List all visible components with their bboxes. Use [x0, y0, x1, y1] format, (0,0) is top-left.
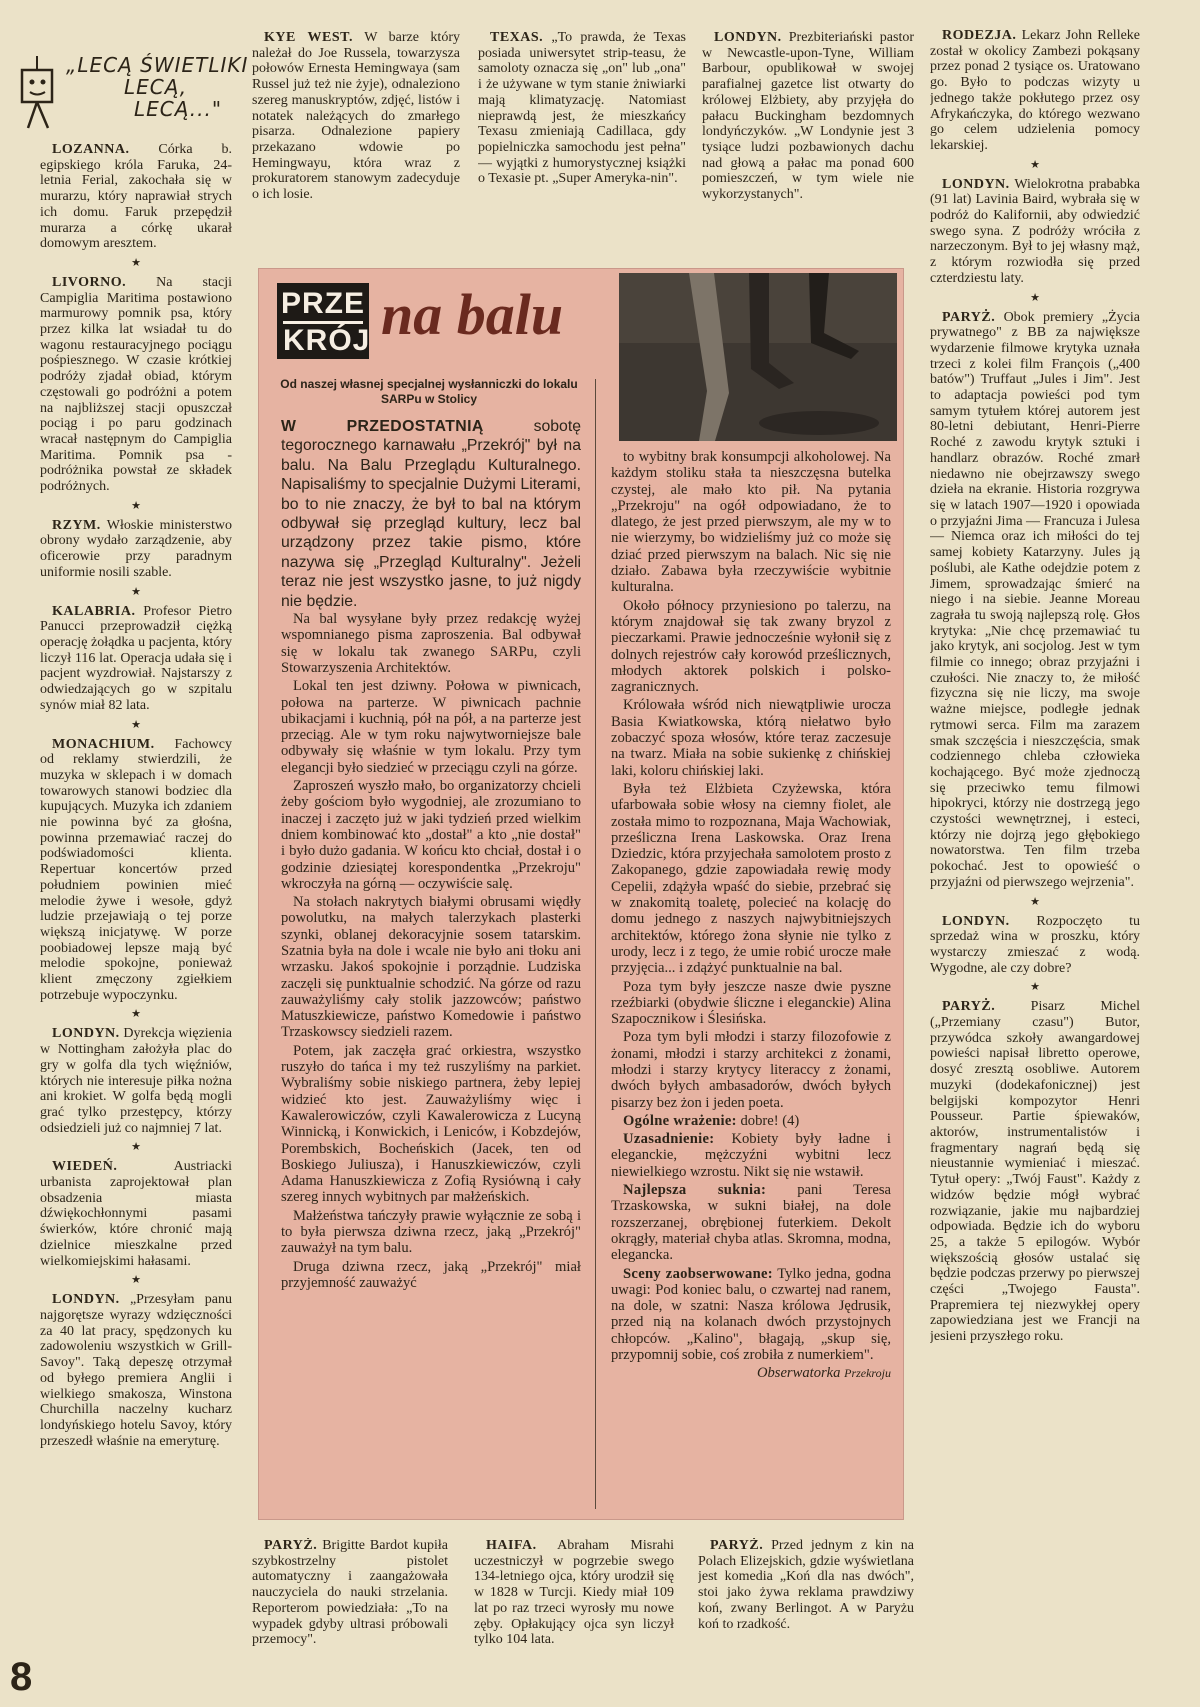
news-item — [930, 914, 1140, 994]
news-item-haifa — [474, 1538, 674, 1678]
news-item — [252, 1538, 448, 1648]
separator-star-icon: ★ — [131, 1008, 141, 1021]
feature-title: na balu — [381, 282, 564, 347]
logo-line-1: „LECĄ ŚWIETLIKI — [66, 53, 249, 77]
news-item-body: Włoskie ministerstwo obrony wydało zarządzenie, aby oficerowie przy paradnym uniformie nosili szable. — [40, 517, 232, 580]
news-item-text — [930, 914, 1140, 977]
feature-column-right — [611, 449, 891, 1517]
news-item-text — [40, 604, 232, 714]
news-item — [40, 518, 232, 598]
news-item-place: TEXAS. — [490, 30, 544, 45]
news-item — [40, 275, 232, 512]
separator-star-icon: ★ — [131, 1274, 141, 1287]
news-item-text — [702, 30, 914, 203]
feature-intro — [281, 417, 581, 611]
news-item-body: Wielokrotna prababka (91 lat) Lavinia Baird, wybrała się w podróż do Kalifornii, aby odwiedzić swego syna. Z podróży wróciła z narzeczonym. Był to jej własny mąż, z którym rozwiodła się przed czterdziestu laty. — [930, 176, 1140, 286]
news-item-text — [40, 275, 232, 495]
badge-bottom: KRÓJ — [283, 321, 363, 358]
separator-star-icon: ★ — [131, 499, 141, 512]
intro-text: sobotę tegorocznego karnawału „Przekrój" był na balu. Na Balu Przeglądu Kulturalnego. Napisaliśmy to specjalnie Dużymi Literami, bo to nie znaczy, że był to bal na którym odbywał się przegląd kultury, lecz bal urządzony przez takie pismo, które nazywa się „Przegląd Kulturalny". Jeżeli teraz nie jest wszystko jasne, to już nigdy nie będzie. — [281, 418, 581, 610]
news-item-body: Obok premiery „Życia prywatnego" z BB za największe wydarzenie filmowe krytyka uznała trzeci z kolei film François („400 batów") Truffaut „Jules i Jim". Jest to adaptacja powieści pod tym samym tytułem której autorem jest 80-letni debiutant, Henri-Pierre Roché z zawodu krytyk sztuki i handlarz obrazów. Roché zmarł niedawno nie obejrzawszy swego dzieła na ekranie. Historia rozgrywa się w latach 1907—1920 i opowiada o przyjaźni Jima — Francuza i Julesa — Niemca oraz ich miłości do tej samej kobiety Katarzyny. Jules ją poślubi, ale Kathe odejdzie potem z Jimem, sprowadzając śmierć na niego i na siebie. Jeanne Moreau zagrała tu swoją najlepszą rolę. Głos krytyka: „Nie chcę przemawiać tu jako krytyk, ani socjolog. Jest w tym filmie co innego; obraz przyjaźni i czułości. Nie znaczy to, że miłość fizyczna się nie liczy, ma swoje ważne miejsce, podległe jednak rytmowi serca. Film ma zarazem smak szczęścia i nieszczęścia, smak codziennego chleba człowieka kochającego. Być może zjednoczą się przeciwko temu filmowi hipokryci, którzy nie dostrzegą jego czystości wewnętrznej, i esteci, którzy nie dojrzą jego głębokiego nowatorstwa. Ten film trzeba pokochać. Jest to opowieść o przyjaźni od pierwszego wejrzenia". — [930, 309, 1140, 890]
news-item-place: LONDYN. — [942, 913, 1010, 929]
news-item-body: Córka b. egipskiego króla Faruka, 24-letnia Ferial, zakochała się w murarzu, który naprawiał strych ich domu. Faruk przepędził murarza a córkę ukarał domowym aresztem. — [40, 142, 232, 252]
news-item-paryz-bardot — [252, 1538, 448, 1678]
news-item-body: Dyrekcja więzienia w Nottingham założyła plac do gry w golfa dla tych więźniów, których nie interesuje piłka nożna ani krokiet. W golfa będą mogli grać tylko przestępcy, którzy odsiedzieli już co najmniej 7 lat. — [40, 1026, 232, 1136]
separator-star-icon: ★ — [131, 585, 141, 598]
news-item-place: PARYŻ. — [942, 309, 996, 325]
news-item — [40, 1026, 232, 1153]
news-item-body: W barze który należał do Joe Russela, towarzysza połowów Ernesta Hemingwaya (sam Russel już też nie żyje), odnaleziono szereg manuskryptów, zdjęć, listów i notatek należących do zmarłego pisarza. Odnalezione papiery przekazano wdowie po Hemingwayu, która wraz z prokuratorem stanowym zadecyduje o ich losie. — [252, 30, 460, 203]
feature-paragraph: Poza tym byli młodzi i starzy filozofowie z żonami, młodzi i starzy architekci z żonami, młodzi i starzy krytycy literaccy z żonami, dwóch byłych ambasadorów, dwóch byłych pisarzy bez żon i jeden poeta. — [611, 1029, 891, 1111]
dancers-legs-photo — [619, 273, 897, 441]
news-item-kye-west — [252, 30, 460, 252]
news-item-body: Brigitte Bardot kupiła szybkostrzelny pistolet automatyczny i zaangażowała nauczyciela do nauki strzelania. Reporterom powiedziała: „To na wypadek gdyby ultrasi próbowali przemocy". — [252, 1538, 448, 1648]
news-item — [698, 1538, 914, 1632]
news-item-place: LIVORNO. — [52, 274, 127, 290]
scenes: Sceny zaobserwowane: Tylko jedna, godna uwagi: Pod koniec balu, o czwartej nad ranem, na dole, w szatni: Nasza królowa Jędrusik, przed nią na kolanach dwóch przystojnych chłopców. „Kalino", błagają, „skup się, przypomnij sobie, coś zrobiła z numerkiem". — [611, 1265, 891, 1364]
news-item-body: Na stacji Campiglia Maritima postawiono marmurowy pomnik psa, który przez kilka lat wsiadał tu do wagonu restauracyjnego pociągu pośpiesznego. W czasie krótkiej podróży zjadał obiad, którym częstowali go podróżni a potem na najbliższej stacji opuszczał pociąg i po paru godzinach wracał następnym do Campiglia Maritima. Pomnik psa - podróżnika powstał ze składek podróżnych. — [40, 274, 232, 495]
news-item — [930, 310, 1140, 908]
news-item-body: Lekarz John Relleke został w okolicy Zambezi pokąsany przez ponad 2 tysiące os. Uratowano go. Było to podczas wizyty u jednego także pokłutego przez osy Afrykańczyka, do którego wezwano go celem udzielenia pomocy lekarskiej. — [930, 28, 1140, 153]
news-item-place: KALABRIA. — [52, 603, 136, 619]
news-item-place: LOZANNA. — [52, 142, 130, 157]
feature-paragraph: Królowała wśród nich niewątpliwie urocza Basia Kwiatkowska, którą niełatwo było zobaczyć spoza włosów, które teraz zaczesuje na twarz. Miała na sobie sukienkę z chińskiej laki, koloru chińskiej laki. — [611, 697, 891, 779]
separator-star-icon: ★ — [1030, 981, 1040, 994]
news-item — [930, 28, 1140, 171]
feature-paragraph: to wybitny brak konsumpcji alkoholowej. Na każdym stoliku stała ta nieszczęsna butelka czystej, ale mało kto pił. Na pytania „Przekroju" na ogół odpowiadano, że to dlatego, że jest przed pierwszym, ale my w to nie wierzymy, bo widzieliśmy już co może się dziać przed pierwszym na balach. Nic się nie działo. Zabawa była rzeczywiście wybitnie kulturalna. — [611, 449, 891, 596]
separator-star-icon: ★ — [131, 1141, 141, 1154]
news-item-place: HAIFA. — [486, 1538, 537, 1553]
news-item-place: PARYŻ. — [264, 1538, 318, 1553]
news-item-body: „Przesyłam panu najgorętsze wyrazy wdzięczności za 40 lat pracy, spędzonych ku zadowoleniu wszystkich w Grill-Savoy". Taką depeszę otrzymał od byłego premiera Anglii i wielkiego smakosza, Winstona Churchilla naczelny kucharz londyńskiego hotelu Savoy, który przeszedł właśnie na emeryturę. — [40, 1292, 232, 1449]
feature-paragraph: Małżeństwa tańczyły prawie wyłącznie ze sobą i to była pierwsza dziwna rzecz, jaką „Przekrój" zauważył na tym balu. — [281, 1207, 581, 1257]
news-item-body: Prezbiteriański pastor w Newcastle-upon-Tyne, William Barbour, opublikował w swojej parafialnej gazetce list otwarty do królowej Elżbiety, aby przyjęła do pałacu Buckingham bezdomnych londyńczyków. „W Londynie jest 3 tysiące ludzi pozbawionych dachu nad głową a pałac ma ponad 600 pomieszczeń, w tym wiele nie wykorzystanych". — [702, 30, 914, 203]
news-item — [40, 142, 232, 269]
signature: Obserwatorka Przekroju — [756, 1365, 891, 1382]
feature-paragraph: Potem, jak zaczęła grać orkiestra, wszystko ruszyło do tańca i my też ruszyliśmy na parkiet. Wybraliśmy sobie niskiego partnera, żeby lepiej widzieć kto jest. Zauważyliśmy więc i Kawalerowiczów, czyli Kawalerowicza z Lucyną Winnicką, i Konwickich, i Leniców, i Kobzdejów, Porembskich, Bocheńskich (Jacek, ten od Boskiego Juliusza), i Hanuszkiewiczów, czyli Adama Hanuszkiewicza z Zofią Rysiówną i cały szereg innych wybitnych par małżeńskich. — [281, 1042, 581, 1206]
news-item-text — [474, 1538, 674, 1648]
news-item-paryz-kon — [698, 1538, 914, 1678]
news-item-text — [40, 142, 232, 252]
lecza-swietliki-logo — [18, 50, 258, 140]
news-item — [252, 30, 460, 203]
news-item-text — [40, 1292, 232, 1449]
news-item-body: Austriacki urbanista zaprojektował plan obsadzenia miasta dźwiękochłonnymi pasami świerków, które chronić mają dzielnice mieszkalne przed wielkomiejskimi hałasami. — [40, 1159, 232, 1269]
news-item-place: LONDYN. — [942, 176, 1010, 192]
feature-paragraph: Poza tym były jeszcze nasze dwie pyszne rzeźbiarki (obydwie śliczne i eleganckie) Alina Szapocznikow i Ślesińska. — [611, 978, 891, 1028]
news-item-text — [930, 177, 1140, 287]
przekroj-badge — [277, 283, 369, 359]
news-item-text — [252, 30, 460, 203]
news-item-text — [252, 1538, 448, 1648]
best-dress: Najlepsza suknia: pani Teresa Trzaskowska, w sukni białej, na dole rozszerzanej, obrębionej futerkiem. Dekolt okrągły, materiał chyba atlas. Skromna, modna, elegancka. — [611, 1182, 891, 1264]
news-item-text — [930, 999, 1140, 1344]
news-item-text — [40, 1159, 232, 1269]
news-item — [40, 1292, 232, 1449]
news-item-body: Przed jednym z kin na Polach Elizejskich, gdzie wyświetlana jest komedia „Koń dla nas dwóch", stoi jako żywa reklama prawdziwy koń, zwany Berlingot. A w Paryżu koń to rzadkość. — [698, 1538, 914, 1632]
separator-star-icon: ★ — [1030, 158, 1040, 171]
news-item-text — [930, 28, 1140, 154]
feature-paragraph: Lokal ten jest dziwny. Połowa w piwnicach, połowa na parterze. W piwnicach pachnie ubikacjami i kuchnią, pół na pół, a na parterze jest przeciąg. Ale w tym roku najwytworniejsze bale odbywały się właśnie w tym lokalu. Przy tym elegancji było siedzieć w przeciągu czyli na górze. — [281, 678, 581, 776]
logo-line-2: LECĄ, — [124, 75, 188, 99]
feature-paragraph: Zaproszeń wyszło mało, bo organizatorzy chcieli żeby gościom było wygodniej, ale zrozumiano to inaczej i zaczęto już w jaki tydzień przed wielkim dniem kombinować kto „dostał" a kto „nie dostał" i było dużo gadania. W końcu kto chciał, dostał i o godzinie dziesiątej korespondentka „Przekroju" wkroczyła na górną — oczywiście salę. — [281, 778, 581, 892]
news-item — [40, 604, 232, 731]
logo-line-3: LECĄ..." — [134, 97, 223, 121]
news-item-body: Fachowcy od reklamy stwierdzili, że muzyka w sklepach i w domach towarowych stanowi bodziec dla kupujących. Muzyka ich zdaniem nie powinna być za głośna, powinna przemawiać raczej do podświadomości klienta. Repertuar koncertów przed południem powinien mieć melodie żywe i wesołe, gdyż ludzie przejawiają o tej porze większą inicjatywę. W porze poobiadowej lepsze mają być melodie spokojne, ponieważ klient zmęczony zgiełkiem potrzebuje wypoczynku. — [40, 736, 232, 1003]
news-item-body: Abraham Misrahi uczestniczył w pogrzebie swego 134-letniego ojca, który urodził się w 1828 w Turcji. Kiedy miał 109 lat po raz trzeci wyrosły mu nowe zęby. Opłakujący ojca syn liczył tylko 104 lata. — [474, 1538, 674, 1648]
news-item-place: KYE WEST. — [264, 30, 353, 45]
separator-star-icon: ★ — [131, 256, 141, 269]
news-item-text — [40, 737, 232, 1004]
verdict: Ogólne wrażenie: dobre! (4) — [623, 1112, 800, 1129]
feature-photo — [619, 273, 897, 441]
news-item-text — [930, 310, 1140, 891]
news-item-texas — [478, 30, 686, 252]
feature-paragraph: Była też Elżbieta Czyżewska, która ufarbowała sobie włosy na ciemny fiolet, ale została mimo to rozpoznana, Maja Wachowiak, prześliczna Irena Laskowska. Oraz Irena Dziedzic, która przyjechała samolotem prosto z Zakopanego, gdzie zapowiadała rewię mody Cepelii, zdążyła wpaść do siebie, przebrać się w znakomitą toaletę, polecieć na kolację do domu jednego z naszych najwybitniejszych architektów, którego żona słynie nie tylko z urody, lecz i z tego, że umie robić urocze małe przyjęcia... i zdążyć punktualnie na bal. — [611, 780, 891, 977]
news-item-body: Rozpoczęto tu sprzedaż wina w proszku, który wystarczy zmieszać z wodą. Wygodne, ale czy dobre? — [930, 913, 1140, 976]
news-item — [930, 999, 1140, 1344]
logo-text — [66, 54, 248, 120]
news-item-text — [40, 1026, 232, 1136]
reason: Uzasadnienie: Kobiety były ładne i eleganckie, mężczyźni wybitni lecz niewielkiego wzrostu. Nikt się nie wstawił. — [611, 1131, 891, 1180]
news-item-body: Profesor Pietro Panucci przeprowadził ciężką operację żołądka u pacjenta, który liczył 116 lat. Operacja udała się i pacjent wyzdrowiał. Najstarszy z odwiedzających go w szpitalu synów miał 82 lata. — [40, 603, 232, 713]
news-item-text — [40, 518, 232, 581]
news-item — [40, 1159, 232, 1286]
intro-cap: W PRZEDOSTATNIĄ — [281, 418, 484, 435]
separator-star-icon: ★ — [131, 718, 141, 731]
news-item-place: MONACHIUM. — [52, 736, 155, 752]
news-item — [702, 30, 914, 203]
news-item-place: LONDYN. — [714, 30, 782, 45]
news-item-place: LONDYN. — [52, 1026, 120, 1042]
feature-paragraph: Druga dziwna rzecz, jaką „Przekrój" miał przyjemność zauważyć — [281, 1258, 581, 1291]
news-item-place: PARYŻ. — [710, 1538, 764, 1553]
feature-column-left — [281, 417, 581, 1515]
news-item-place: RODEZJA. — [942, 28, 1017, 43]
badge-top: PRZE — [280, 287, 365, 320]
feature-header — [277, 283, 577, 373]
news-item — [478, 30, 686, 187]
news-item-londyn-pastor — [702, 30, 914, 252]
feature-box-na-balu — [258, 268, 904, 1520]
feature-paragraph: Na stołach nakrytych białymi obrusami więdły powolutku, na małych talerzykach plasterki szynki, oblanej dekoracyjnie sosem tatarskim. Szatnia była na dole i wcale nie było ani tłoku ani wrzasku. Jakoś spokojnie i porządnie. Ludziska zaczęli się punktualnie schodzić. Na górze od razu zauważyliśmy cały stolik jazzowców; państwo Matuszkiewicze, państwo Komedowie i państwo Trzaskowscy siedzieli razem. — [281, 894, 581, 1041]
feature-byline: Od naszej własnej specjalnej wysłanniczki do lokalu SARPu w Stolicy — [280, 377, 578, 406]
news-item-place: RZYM. — [52, 517, 101, 533]
feature-paragraph: Na bal wysyłane były przez redakcję wyżej wspomnianego pisma zaproszenia. Bal odbywał się w lokalu tak zwanego SARPu, czyli Stowarzyszenia Architektów. — [281, 611, 581, 676]
news-item-place: PARYŻ. — [942, 999, 996, 1015]
column-rule — [595, 379, 596, 1509]
news-column-right — [930, 28, 1140, 1678]
news-item-place: LONDYN. — [52, 1292, 120, 1308]
feature-paragraph: Około północy przyniesiono po talerzu, na którym znajdował się tak zwany bryzol z pieczarkami. Prawie jednocześnie wyłonił się z dolnych rejestrów cały korowód prześlicznych, młodych aktorek polskich i polsko-zagranicznych. — [611, 597, 891, 696]
news-column-left — [40, 142, 232, 1672]
news-item — [40, 737, 232, 1021]
news-item-body: Pisarz Michel („Przemiany czasu") Butor, przywódca szkoły awangardowej powieści napisał libretto operowe, dosyć zresztą osobliwe. Autorem muzyki (dodekafonicznej) jest belgijski kompozytor Henri Pousseur. Partie śpiewaków, aktorów, instrumentalistów i fragmentary nagrań będą się nieustannie wymieniać i mieszać. Tytuł opery: „Twój Faust". Każdy z widzów będzie mógł wybrać rozwiązanie, jakie mu najbardziej odpowiada. Będzie ich do wyboru 25, a także 5 epilogów. Wybór większością głosów ustalać się będzie podczas przerwy po pierwszej części „Twojego Fausta". Prapremiera tej niezwykłej opery zapowiedziana jest we Francji na jesieni przyszłego roku. — [930, 999, 1140, 1345]
separator-star-icon: ★ — [1030, 895, 1040, 908]
news-item-place: WIEDEŃ. — [52, 1159, 118, 1175]
news-item-body: „To prawda, że Texas posiada uniwersytet strip-teasu, że samoloty oznacza się „on" lub „ona" i że używane w tym stanie żniwiarki mają klimatyzację. Natomiast nieprawdą jest, że mieszkańcy Texasu zmieniają Cadillaca, gdy popielniczka samochodu jest pełna" — wyjątki z humorystycznej książki o Texasie pt. „Super Ameryka-nin". — [478, 30, 686, 187]
separator-star-icon: ★ — [1030, 291, 1040, 304]
page-number: 8 — [10, 1655, 33, 1699]
news-item-text — [698, 1538, 914, 1632]
news-item — [474, 1538, 674, 1648]
news-item — [930, 177, 1140, 304]
news-item-text — [478, 30, 686, 187]
